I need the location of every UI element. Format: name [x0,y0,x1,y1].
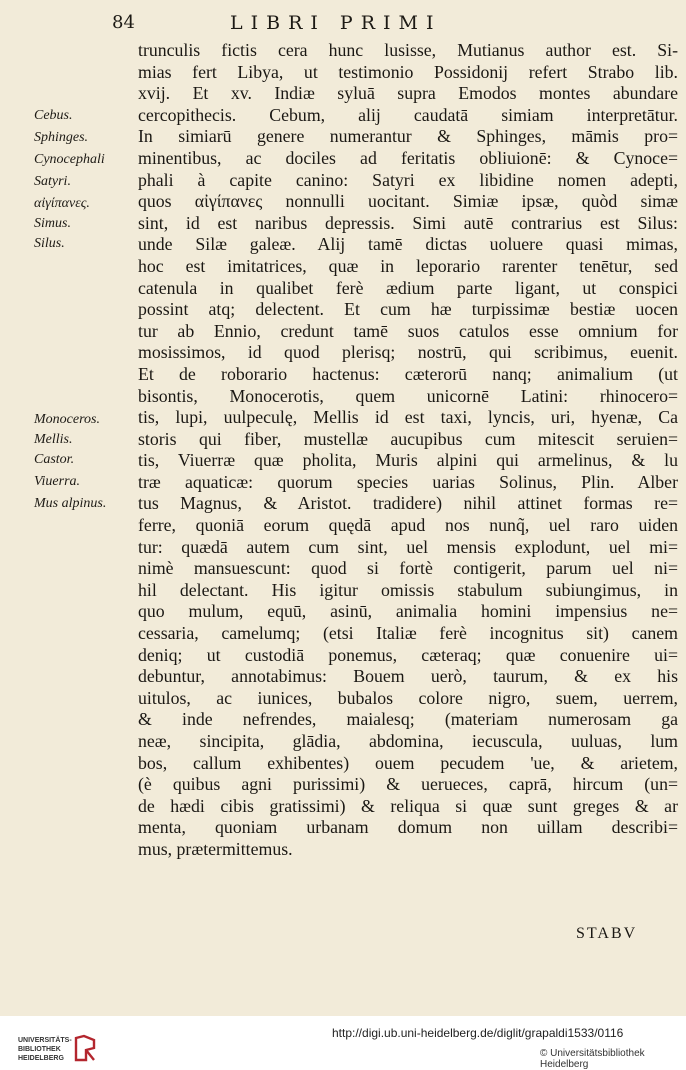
margin-note: Mellis. [34,432,73,447]
margin-note: Silus. [34,236,65,251]
margin-note: Viuerra. [34,474,81,489]
text-line: cessaria, camelumq; (etsi Italiæ ferè incognitus sit) canem [138,623,678,644]
text-line: trunculis fictis cera hunc lusisse, Mutianus author est. Si- [138,40,678,60]
text-line: phali à capite canino: Satyri ex libidine nomen adepti, [138,169,678,190]
text-line: unde Silæ galeæ. Alij tamē dictas uoluere quasi mimas, [138,234,678,255]
text-line: Et de roborario hactenus: cæterorū nanq; animalium (ut [138,363,678,384]
text-line: mosissimos, id quod plerisq; nostrū, qui scribimus, euenit. [138,342,678,363]
text-line: hoc est imitatrices, quæ in leporario rarenter tenētur, sed [138,255,678,276]
margin-note: Mus alpinus. [34,496,107,511]
library-seal-icon [74,1034,96,1062]
text-line: menta, quoniam urbanam domum non uillam describi= [138,817,678,838]
text-line: de hædi cibis gratissimi) & reliqua si quæ sunt greges & ar [138,795,678,816]
text-line: mus, prætermittemus. [138,838,293,859]
text-line: uitulos, ac iunices, bubalos colore nigro, suem, uerrem, [138,687,678,708]
margin-note: Cebus. [34,108,73,123]
text-line: tur: quædā autem cum sint, uel mensis explodunt, uel mi= [138,536,678,557]
text-line: minentibus, ac dociles ad feritatis obliuionē: & Cynoce= [138,147,678,168]
text-line: bos, callum exhibentes) ouem pecudem 'ue, & arietem, [138,752,678,773]
copyright-notice: © Universitätsbibliothek Heidelberg [540,1048,645,1070]
margin-note: Castor. [34,452,75,467]
text-line: nimè mansuescunt: quod si fortè contigerit, parum uel ni= [138,558,678,579]
text-line: neæ, sincipita, glādia, abdomina, iecuscula, uuluas, lum [138,731,678,751]
text-line: catenula in qualibet ferè ædium parte ligant, ut conspici [138,277,678,298]
text-line: ferre, quoniā eorum quędā apud nos nunq̃, uel raro uiden [138,515,678,536]
page-header [0,12,686,36]
text-line: bisontis, Monocerotis, quem unicornē Latini: rhinocero= [138,385,678,406]
text-line: deniq; ut custodiā ponemus, cæteraq; quæ conuenire ui= [138,644,678,665]
text-line: quos αἰγίπανες nonnulli uocitant. Simiæ ipsæ, quòd simæ [138,191,678,212]
margin-note: Simus. [34,216,71,231]
text-line: quo mulum, equū, asinū, animalia homini impensius ne= [138,601,678,622]
text-line: træ aquaticæ: quorum species uarias Solinus, Plin. Alber [138,471,678,492]
text-line: (è quibus agni purissimi) & uerueces, caprā, hircum (un= [138,774,678,795]
permalink-url[interactable]: http://digi.ub.uni-heidelberg.de/diglit/grapaldi1533/0116 [332,1026,624,1040]
text-line: hil delectant. His igitur omissis stabulum subiungimus, in [138,579,678,600]
text-line: xvij. Et xv. Indiæ syluā supra Emodos montes abundare [138,83,678,104]
text-line: tis, Viuerræ quæ pholita, Muris alpini qui armelinus, & lu [138,450,678,471]
body-text [138,40,678,861]
text-line: tur ab Ennio, credunt tamē suos catulos esse omnium for [138,320,678,341]
text-line: & inde nefrendes, maialesq; (materiam numerosam ga [138,709,678,730]
text-line: storis qui fiber, mustellæ aucupibus cum mitescit seruien= [138,428,678,449]
running-head: LIBRI PRIMI [230,12,442,34]
digitization-footer [0,1016,686,1069]
library-logo [8,1024,98,1064]
text-line: debuntur, annotabimus: Bouem uerò, taurum, & ex his [138,666,678,687]
margin-note: αἰγίπανες. [34,196,90,211]
library-logo-text: UNIVERSITÄTS- BIBLIOTHEK HEIDELBERG [18,1037,72,1062]
text-line: sint, id est naribus depressis. Simi autē contrarius est Silus: [138,212,678,233]
text-line: cercopithecis. Cebum, alij caudatā simiam interpretātur. [138,104,678,125]
text-line: In simiarū genere numerantur & Sphinges, māmis pro= [138,126,678,147]
margin-notes [34,108,138,528]
catchword: STABV [576,925,638,942]
text-line: possint atq; delectent. Et cum hæ turpissimæ bestiæ uocen [138,299,678,320]
margin-note: Sphinges. [34,130,89,145]
text-line: tus Magnus, & Aristot. tradidere) nihil attinet formas re= [138,493,678,514]
margin-note: Satyri. [34,174,71,189]
margin-note: Cynocephali [34,152,105,167]
page-number: 84 [112,12,135,33]
text-line: tis, lupi, uulpeculę, Mellis id est taxi, lyncis, uri, hyenæ, Ca [138,407,678,428]
margin-note: Monoceros. [34,412,100,427]
text-line: mias fert Libya, ut testimonio Possidonij refert Strabo lib. [138,61,678,82]
